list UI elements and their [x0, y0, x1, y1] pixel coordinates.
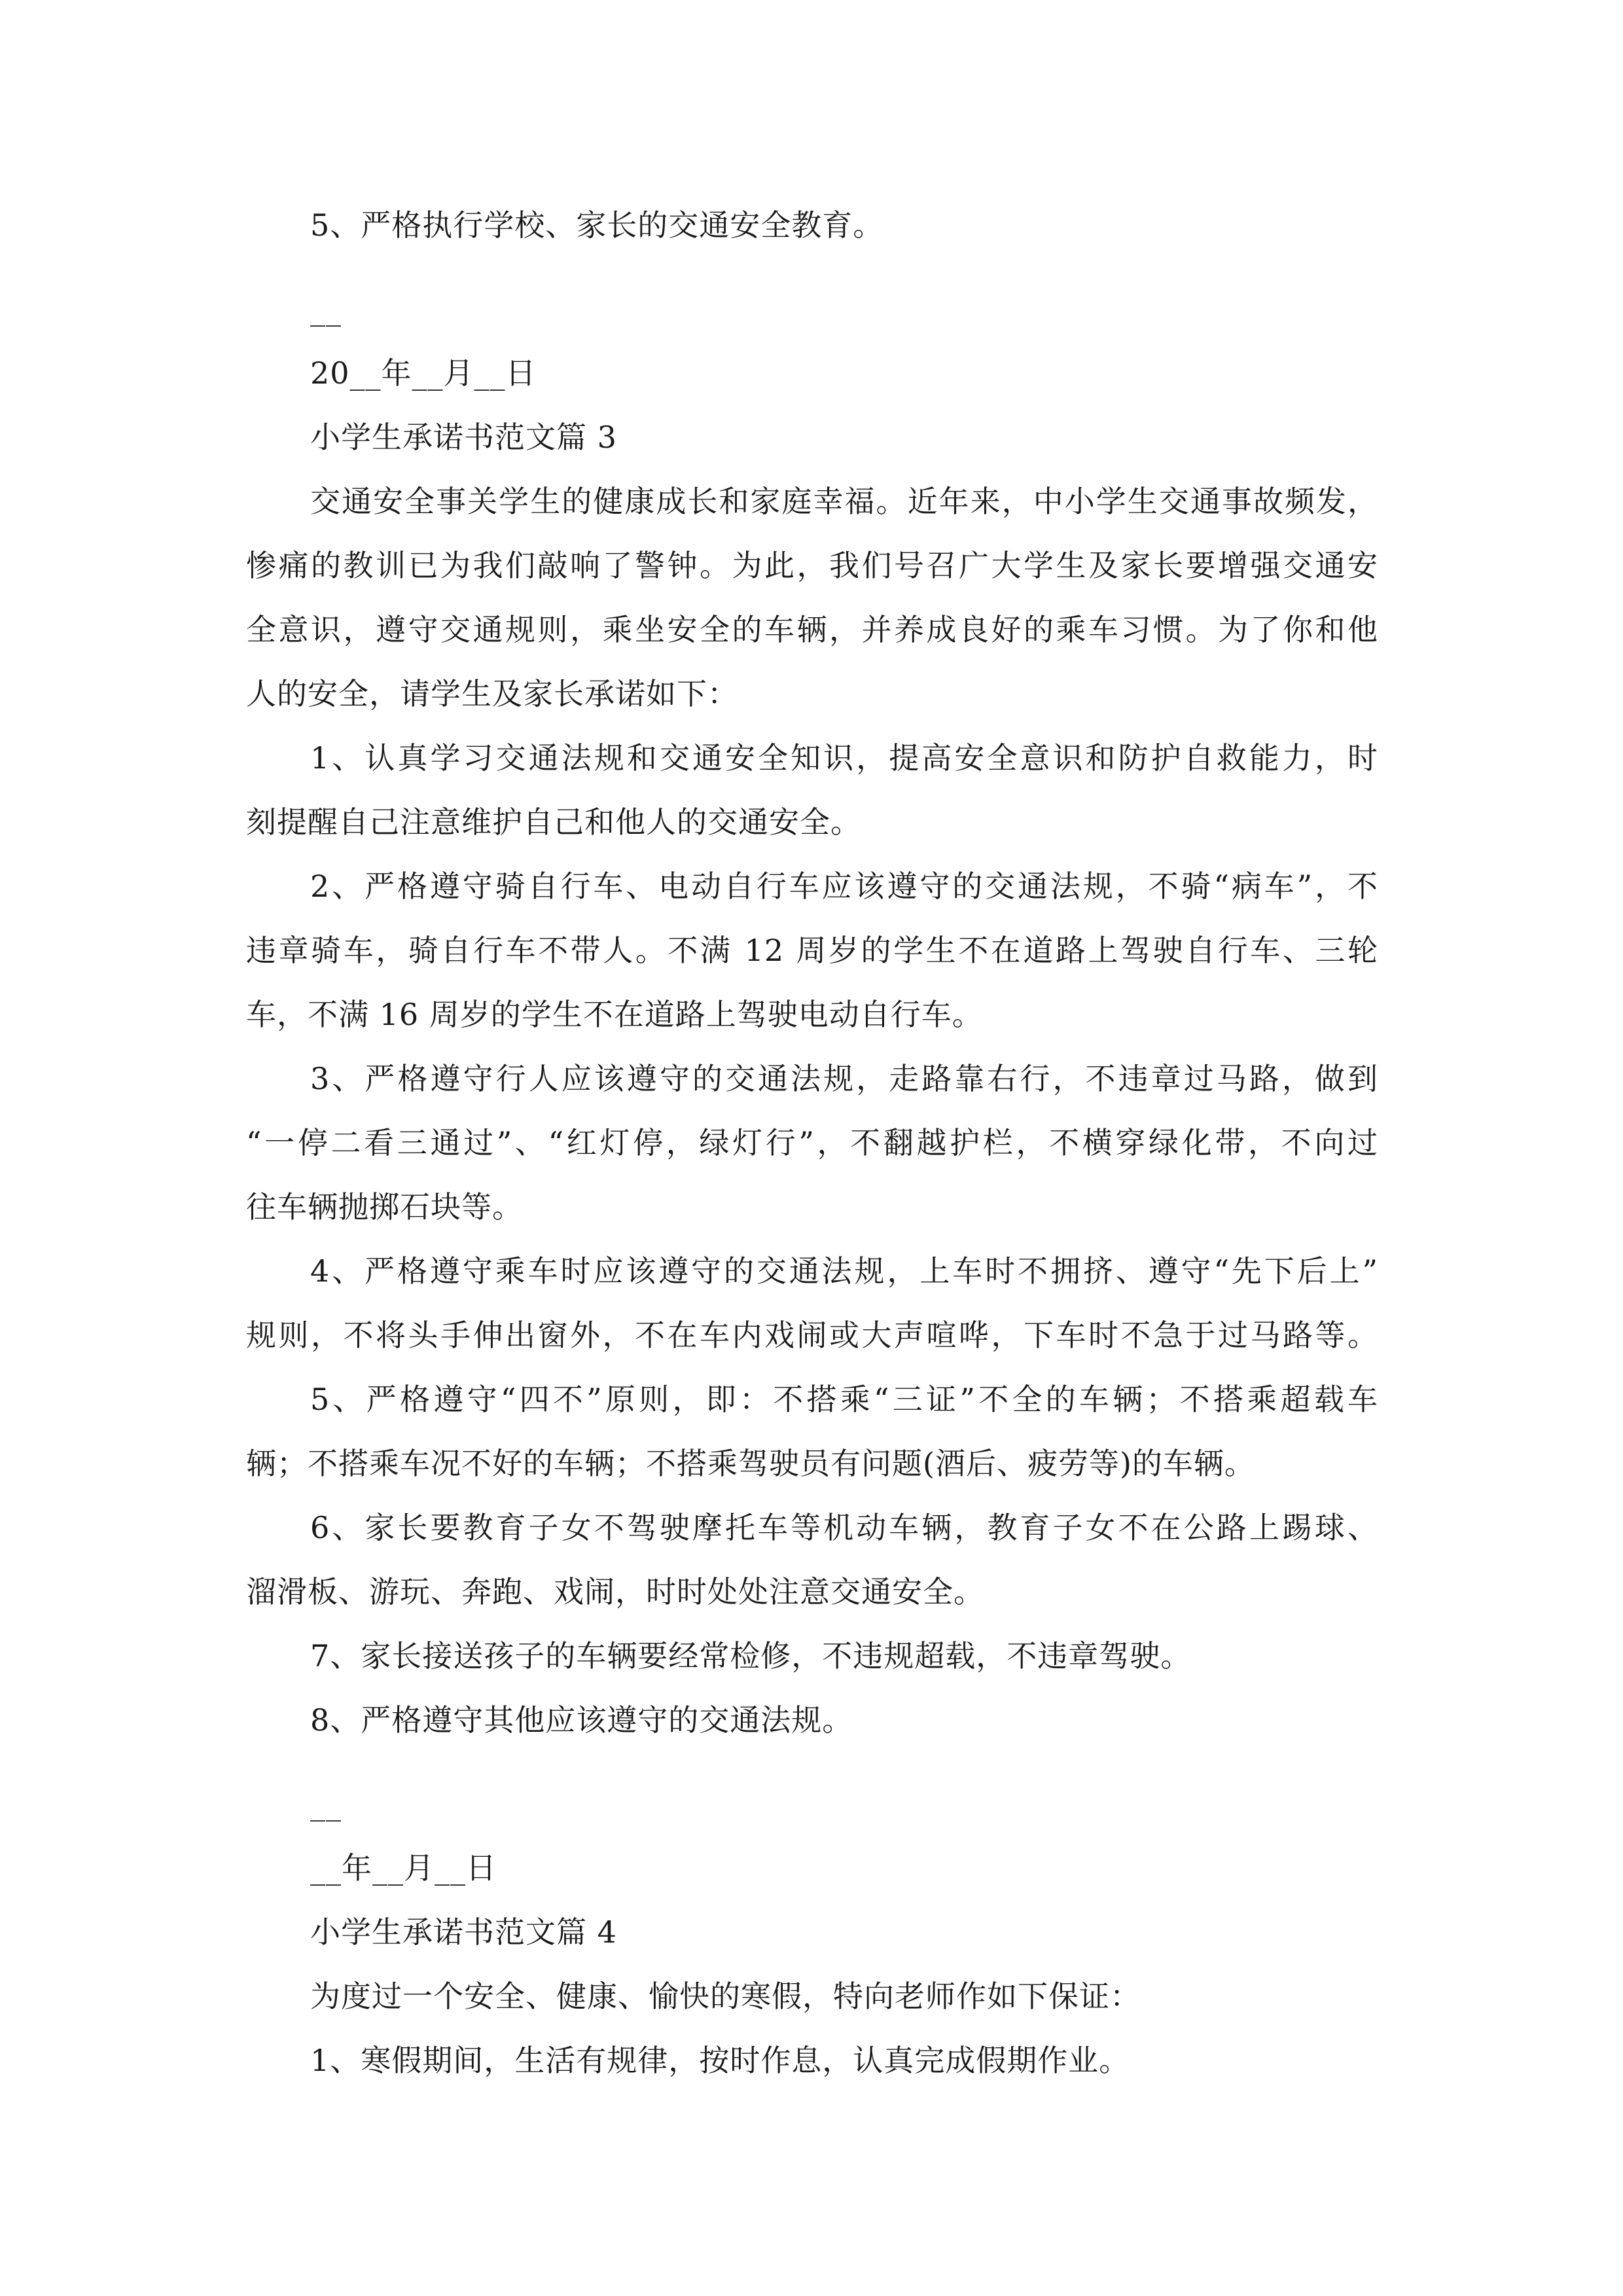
document-body	[246, 193, 1378, 2092]
list-item: 3、严格遵守行人应该遵守的交通法规，走路靠右行，不违章过马路，做到	[310, 1061, 1378, 1096]
list-item: 6、家长要教育子女不驾驶摩托车等机动车辆，教育子女不在公路上踢球、	[310, 1510, 1378, 1545]
list-item: 2、严格遵守骑自行车、电动自行车应该遵守的交通法规，不骑“病车”，不	[310, 869, 1378, 904]
date-line: __年__月__日	[310, 1850, 497, 1886]
list-item-continuation: 辆；不搭乘车况不好的车辆；不搭乘驾驶员有问题(酒后、疲劳等)的车辆。	[246, 1446, 1255, 1481]
list-item: 5、严格执行学校、家长的交通安全教育。	[310, 207, 884, 243]
list-item: 1、认真学习交通法规和交通安全知识，提高安全意识和防护自救能力，时	[310, 740, 1378, 776]
list-item-continuation: “一停二看三通过”、“红灯停，绿灯行”，不翻越护栏，不横穿绿化带，不向过	[246, 1125, 1378, 1160]
list-item-continuation: 刻提醒自己注意维护自己和他人的交通安全。	[246, 804, 861, 840]
list-item-continuation: 车，不满 16 周岁的学生不在道路上驾驶电动自行车。	[246, 997, 983, 1032]
paragraph-line: 交通安全事关学生的健康成长和家庭幸福。近年来，中小学生交通事故频发，	[310, 484, 1378, 519]
list-item: 1、寒假期间，生活有规律，按时作息，认真完成假期作业。	[310, 2043, 1130, 2078]
list-item-continuation: 规则，不将头手伸出窗外，不在车内戏闹或大声喧哗，下车时不急于过马路等。	[246, 1318, 1378, 1353]
paragraph-line: 人的安全，请学生及家长承诺如下：	[246, 676, 738, 711]
list-item: 7、家长接送孩子的车辆要经常检修，不违规超载，不违章驾驶。	[310, 1638, 1192, 1674]
section-title: 小学生承诺书范文篇 3	[310, 420, 617, 455]
paragraph-line: 全意识，遵守交通规则，乘坐安全的车辆，并养成良好的乘车习惯。为了你和他	[246, 612, 1378, 647]
list-item-continuation: 违章骑车，骑自行车不带人。不满 12 周岁的学生不在道路上驾驶自行车、三轮	[246, 933, 1378, 968]
list-item: 4、严格遵守乘车时应该遵守的交通法规，上车时不拥挤、遵守“先下后上”	[310, 1253, 1378, 1289]
list-item: 5、严格遵守“四不”原则，即：不搭乘“三证”不全的车辆；不搭乘超载车	[310, 1382, 1378, 1417]
signature-line: __	[310, 291, 342, 327]
list-item-continuation: 溜滑板、游玩、奔跑、戏闹，时时处处注意交通安全。	[246, 1574, 984, 1609]
section-title: 小学生承诺书范文篇 4	[310, 1914, 617, 1950]
list-item-continuation: 往车辆抛掷石块等。	[246, 1189, 523, 1225]
paragraph-line: 为度过一个安全、健康、愉快的寒假，特向老师作如下保证：	[310, 1979, 1141, 2014]
date-line: 20__年__月__日	[310, 355, 537, 391]
signature-line: __	[310, 1786, 342, 1821]
paragraph-line: 惨痛的教训已为我们敲响了警钟。为此，我们号召广大学生及家长要增强交通安	[246, 548, 1378, 583]
list-item: 8、严格遵守其他应该遵守的交通法规。	[310, 1702, 853, 1738]
